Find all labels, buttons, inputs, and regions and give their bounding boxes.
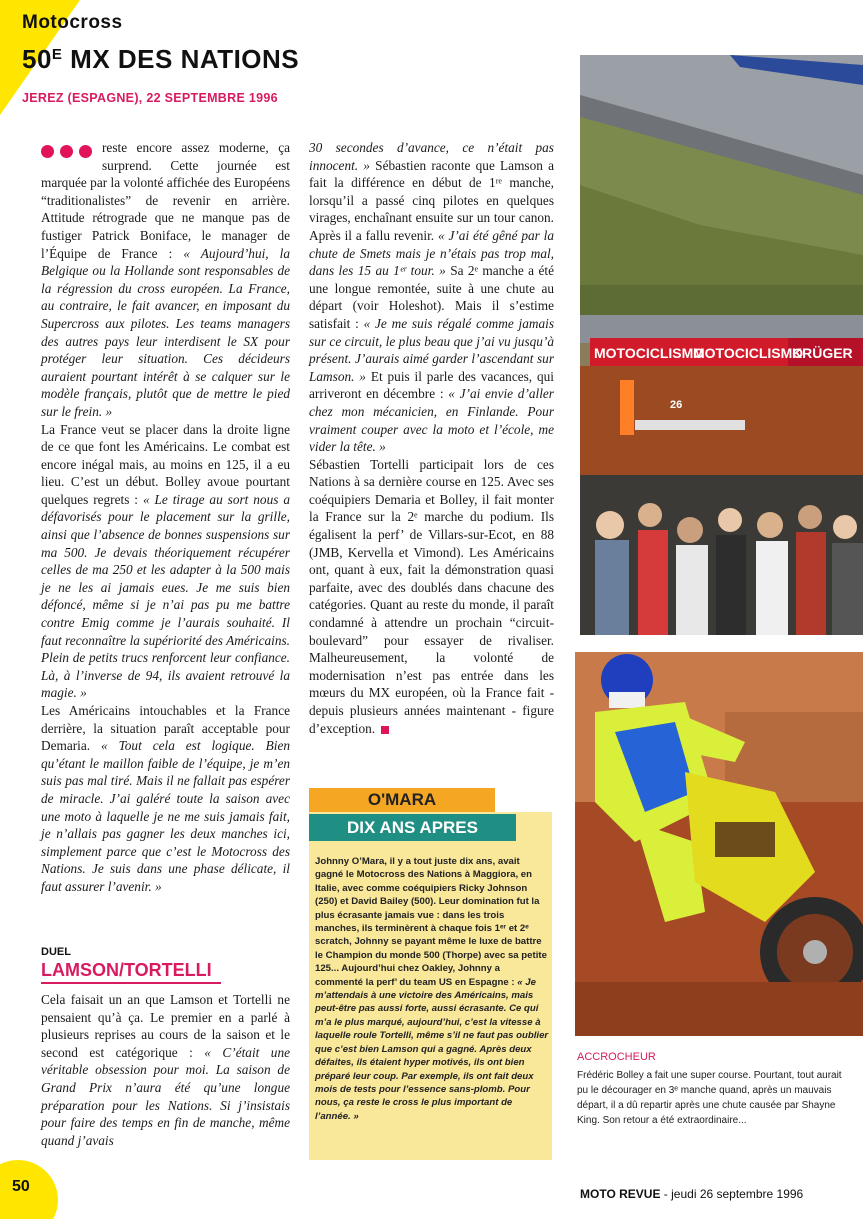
section-kicker: Motocross — [22, 12, 123, 33]
end-mark — [381, 726, 389, 734]
box-text: Johnny O’Mara, il y a tout juste dix ans, avait gagné le Motocross des Nations à Maggiora, en Italie, avec comme coéquipiers Ricky Johnson (250) et David Bailey (500). Leur domination fut la plus écrasante jamais vue : dans les trois manches, ils terminèrent à chaque fois 1ᵉʳ et 2ᵉ scratch, Johnny se payant même le luxe de battre le Champion du monde 500 (Thorpe) avec sa petite 125... Aujourd’hui chez Oakley, Johnny a commenté la perf’ du team US en Espagne : « Je m’attendais à une victoire des Américains, mais peut-être pas aussi forte, aussi écrasante. Ce qui m’a le plus marqué, aujourd’hui, c’est la vitesse à laquelle roule Tortelli, même s’il ne faut pas oublier que c’est bien Lamson qui a gagné. Après deux défaites, ils étaient hyper motivés, ils ont bien préparé leur coup. Par exemple, ils ont fait deux mois de tests pour l’essence sans-plomb. Pour nous, ça reste le cross le plus important de l’année. » — [315, 856, 549, 1122]
photo-caption-text: Frédéric Bolley a fait une super course. Pourtant, tout aurait pu le décourager en 3ᵉ manche quand, après un mauvais départ, il a dû repartir après une chute causée par Shayne King. Son retour a été extraordinaire... — [577, 1070, 842, 1126]
duel-text: Cela faisait un an que Lamson et Tortelli ne pensaient qu’à ça. Le premier en a parlé à plusieurs reprises au cours de la saison et le second est catégorique : « C’était une véritable obsession pour moi. La saison de Grand Prix n’aura été qu’une longue préparation pour les Nations. Si j’insistais pour faire des temps en fin de manche, même quand j’avais — [41, 992, 290, 1148]
rider-photo — [575, 652, 863, 1036]
marker-number: 26 — [670, 399, 683, 411]
duel-label: DUEL — [41, 946, 71, 958]
page-number: 50 — [12, 1178, 30, 1195]
box-subtitle: DIX ANS APRES — [309, 814, 516, 841]
box-title: O'MARA — [309, 788, 495, 812]
banner-text-1: MOTOCICLISMO — [594, 345, 705, 361]
banner-text-3: KRÜGER — [792, 345, 853, 361]
article-column-1: reste encore assez moderne, ça surprend. Cette journée est marquée par la volonté affichée des Européens “traditionalistes” de revenir en arrière. Attitude rétrograde que ne manque pas de fustiger Patrick Boniface, le manager de l’Équipe de France : « Aujourd’hui, la Belgique ou la Hollande sont responsables de la régression du cross européen. La France, au contraire, le fait avancer, en imposant du Supercross aux pilotes. Les teams managers des autres pays leur interdisent le SX pour protéger leur situation. Ces décideurs auraient pourtant intérêt à se calquer sur le modèle français, plutôt que de mettre le pied sur le frein. » La France veut se placer dans la droite ligne de ce que font les Américains. Le combat est encore inégal mais, au moins en 125, il a eu lieu. C’est un début. Bolley avoue pourtant quelques regrets : « Le tirage au sort nous a défavorisés pour le placement sur la grille, ainsi que l’absence de bonnes suspensions sur ma 500. Je devais théoriquement récupérer celles de ma 250 et les adapter à la 500 mais je ne les ai jamais eues. Je me suis bien défoncé, même si je n’ai pas pu me battre contre Emig comme je l’aurais souhaité. Il faut reconnaître la supériorité des Américains. Plein de petits trucs renforcent leur confiance. Là, à l’inverse de 94, ils avaient retrouvé la magie. » Les Américains intouchables et la France derrière, la situation paraît acceptable pour Demaria. « Tout cela est logique. Bien qu’étant le maillon faible de l’équipe, je m’en suis pas mal tiré. Mais il ne fallait pas espérer de miracle. J’ai galéré toute la saison avec une moto à laquelle je ne me suis jamais fait, je n’allais pas gagner les deux manches ici, simplement parce que c’est le Motocross des Nations. Je suis dans une phase délicate, il faut assurer l’avenir. » — [41, 140, 290, 894]
photo-caption-title: ACCROCHEUR — [577, 1051, 656, 1063]
dateline: JEREZ (ESPAGNE), 22 SEPTEMBRE 1996 — [22, 91, 278, 105]
banner-text-2: MOTOCICLISMO — [693, 345, 804, 361]
footer: MOTO REVUE - jeudi 26 septembre 1996 — [580, 1187, 804, 1201]
dots-ornament — [41, 145, 92, 158]
stadium-photo — [580, 55, 863, 635]
page-title: $50^E$ MX DES NATIONS — [22, 44, 300, 74]
duel-title: LAMSON/TORTELLI — [41, 960, 221, 984]
article-column-2: 30 secondes d’avance, ce n’était pas innocent. » Sébastien raconte que Lamson a fait la différence en début de 1ʳᵉ manche, lorsqu’il a passé cinq pilotes en quelques virages, enchaînant ensuite sur un tour canon. Après il a fallu revenir. « J’ai été gêné par la chute de Smets mais je n’étais pas trop mal, dans les 15 au 1ᵉʳ tour. » Sa 2ᵉ manche a été une longue remontée, suite à une chute au départ (voir Holeshot). Mais il s’estime satisfait : « Je me suis régalé comme jamais sur ce circuit, le plus beau que j’ai vu jusqu’à présent. J’aurais aimé garder l’ascendant sur Lamson. » Et puis il parle des vacances, qui arriveront en décembre : « J’ai envie d’aller chez mon mécanicien, en Finlande. Pour vraiment couper avec la moto et l’école, me vider la tête. » Sébastien Tortelli participait lors de ces Nations à sa dernière course en 125. Avec ses coéquipiers Demaria et Bolley, il fait monter la France sur la 2ᵉ marche du podium. Ils égalisent la perf’ de Villars-sur-Ecot, en 88 (JMB, Kervella et Vimond). Les Américains ont, quant à eux, fait la démonstration quasi parfaite, avec des doublés dans chacune des catégories. Quant au reste du monde, il paraît condamné à attendre un prochain “circuit-boulevard” pour essayer de rivaliser. Malheureusement, la volonté de modernisation n’est pas entrée dans les mœurs du MX européen, où la France fait - depuis plusieurs années maintenant - figure d’exception. — [309, 140, 555, 736]
